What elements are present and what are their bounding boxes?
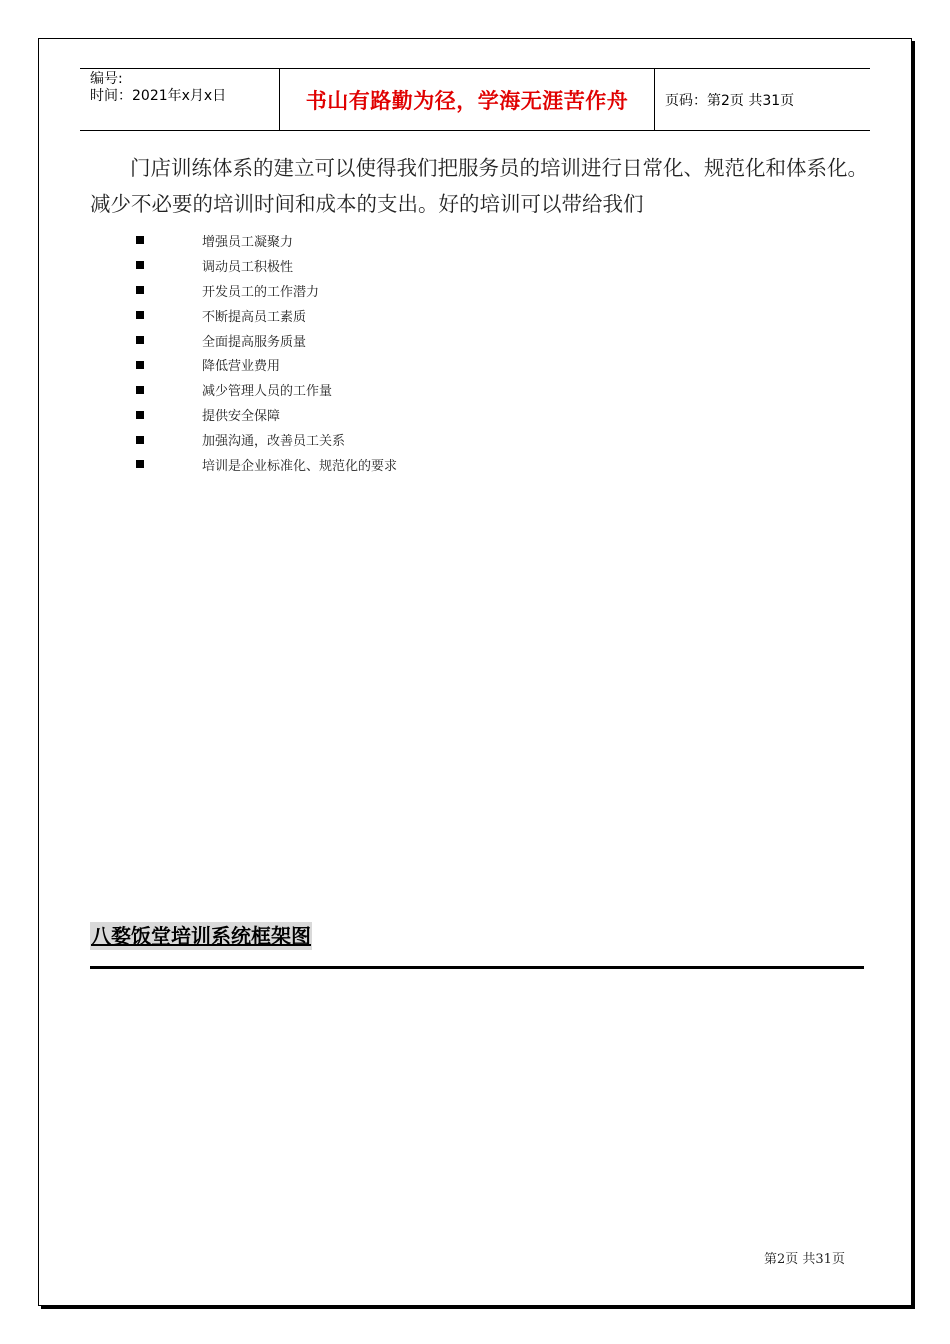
- document-header: [80, 68, 870, 131]
- square-bullet-icon: [136, 460, 144, 468]
- square-bullet-icon: [136, 336, 144, 344]
- list-item: [134, 328, 397, 353]
- section-title: 八婺饭堂培训系统框架图: [91, 924, 311, 948]
- header-page-number: 页码：第2页 共31页: [665, 92, 795, 109]
- list-item-text: 不断提高员工素质: [202, 309, 307, 325]
- list-item-text: 提供安全保障: [202, 409, 281, 425]
- list-item: [134, 377, 397, 402]
- list-item-text: 增强员工凝聚力: [202, 234, 294, 250]
- square-bullet-icon: [136, 386, 144, 394]
- square-bullet-icon: [136, 436, 144, 444]
- square-bullet-icon: [136, 311, 144, 319]
- list-item-text: 全面提高服务质量: [202, 334, 307, 350]
- document-time-label: 时间：2021年x月x日: [90, 88, 227, 104]
- benefits-list: [134, 228, 397, 477]
- document-number-label: 编号:: [90, 71, 123, 87]
- header-motto: 书山有路勤为径，学海无涯苦作舟: [280, 69, 655, 130]
- list-item-text: 减少管理人员的工作量: [202, 384, 333, 400]
- list-item: [134, 228, 397, 253]
- list-item: [134, 427, 397, 452]
- list-item-text: 培训是企业标准化、规范化的要求: [202, 458, 398, 474]
- square-bullet-icon: [136, 261, 144, 269]
- square-bullet-icon: [136, 411, 144, 419]
- list-item: [134, 253, 397, 278]
- footer-page-number: 第2页 共31页: [764, 1252, 845, 1267]
- intro-paragraph: [90, 150, 870, 222]
- list-item: [134, 303, 397, 328]
- list-item-text: 加强沟通，改善员工关系: [202, 434, 346, 450]
- intro-text: 门店训练体系的建立可以使得我们把服务员的培训进行日常化、规范化和体系化。减少不必要的培训时间和成本的支出。好的培训可以带给我们: [90, 156, 868, 216]
- list-item-text: 降低营业费用: [202, 359, 281, 375]
- list-item-text: 调动员工积极性: [202, 259, 294, 275]
- list-item-text: 开发员工的工作潜力: [202, 284, 320, 300]
- list-item: [134, 352, 397, 377]
- list-item: [134, 278, 397, 303]
- square-bullet-icon: [136, 236, 144, 244]
- header-meta: [80, 69, 280, 130]
- section-divider: [90, 966, 864, 969]
- square-bullet-icon: [136, 361, 144, 369]
- square-bullet-icon: [136, 286, 144, 294]
- list-item: [134, 402, 397, 427]
- list-item: [134, 452, 397, 477]
